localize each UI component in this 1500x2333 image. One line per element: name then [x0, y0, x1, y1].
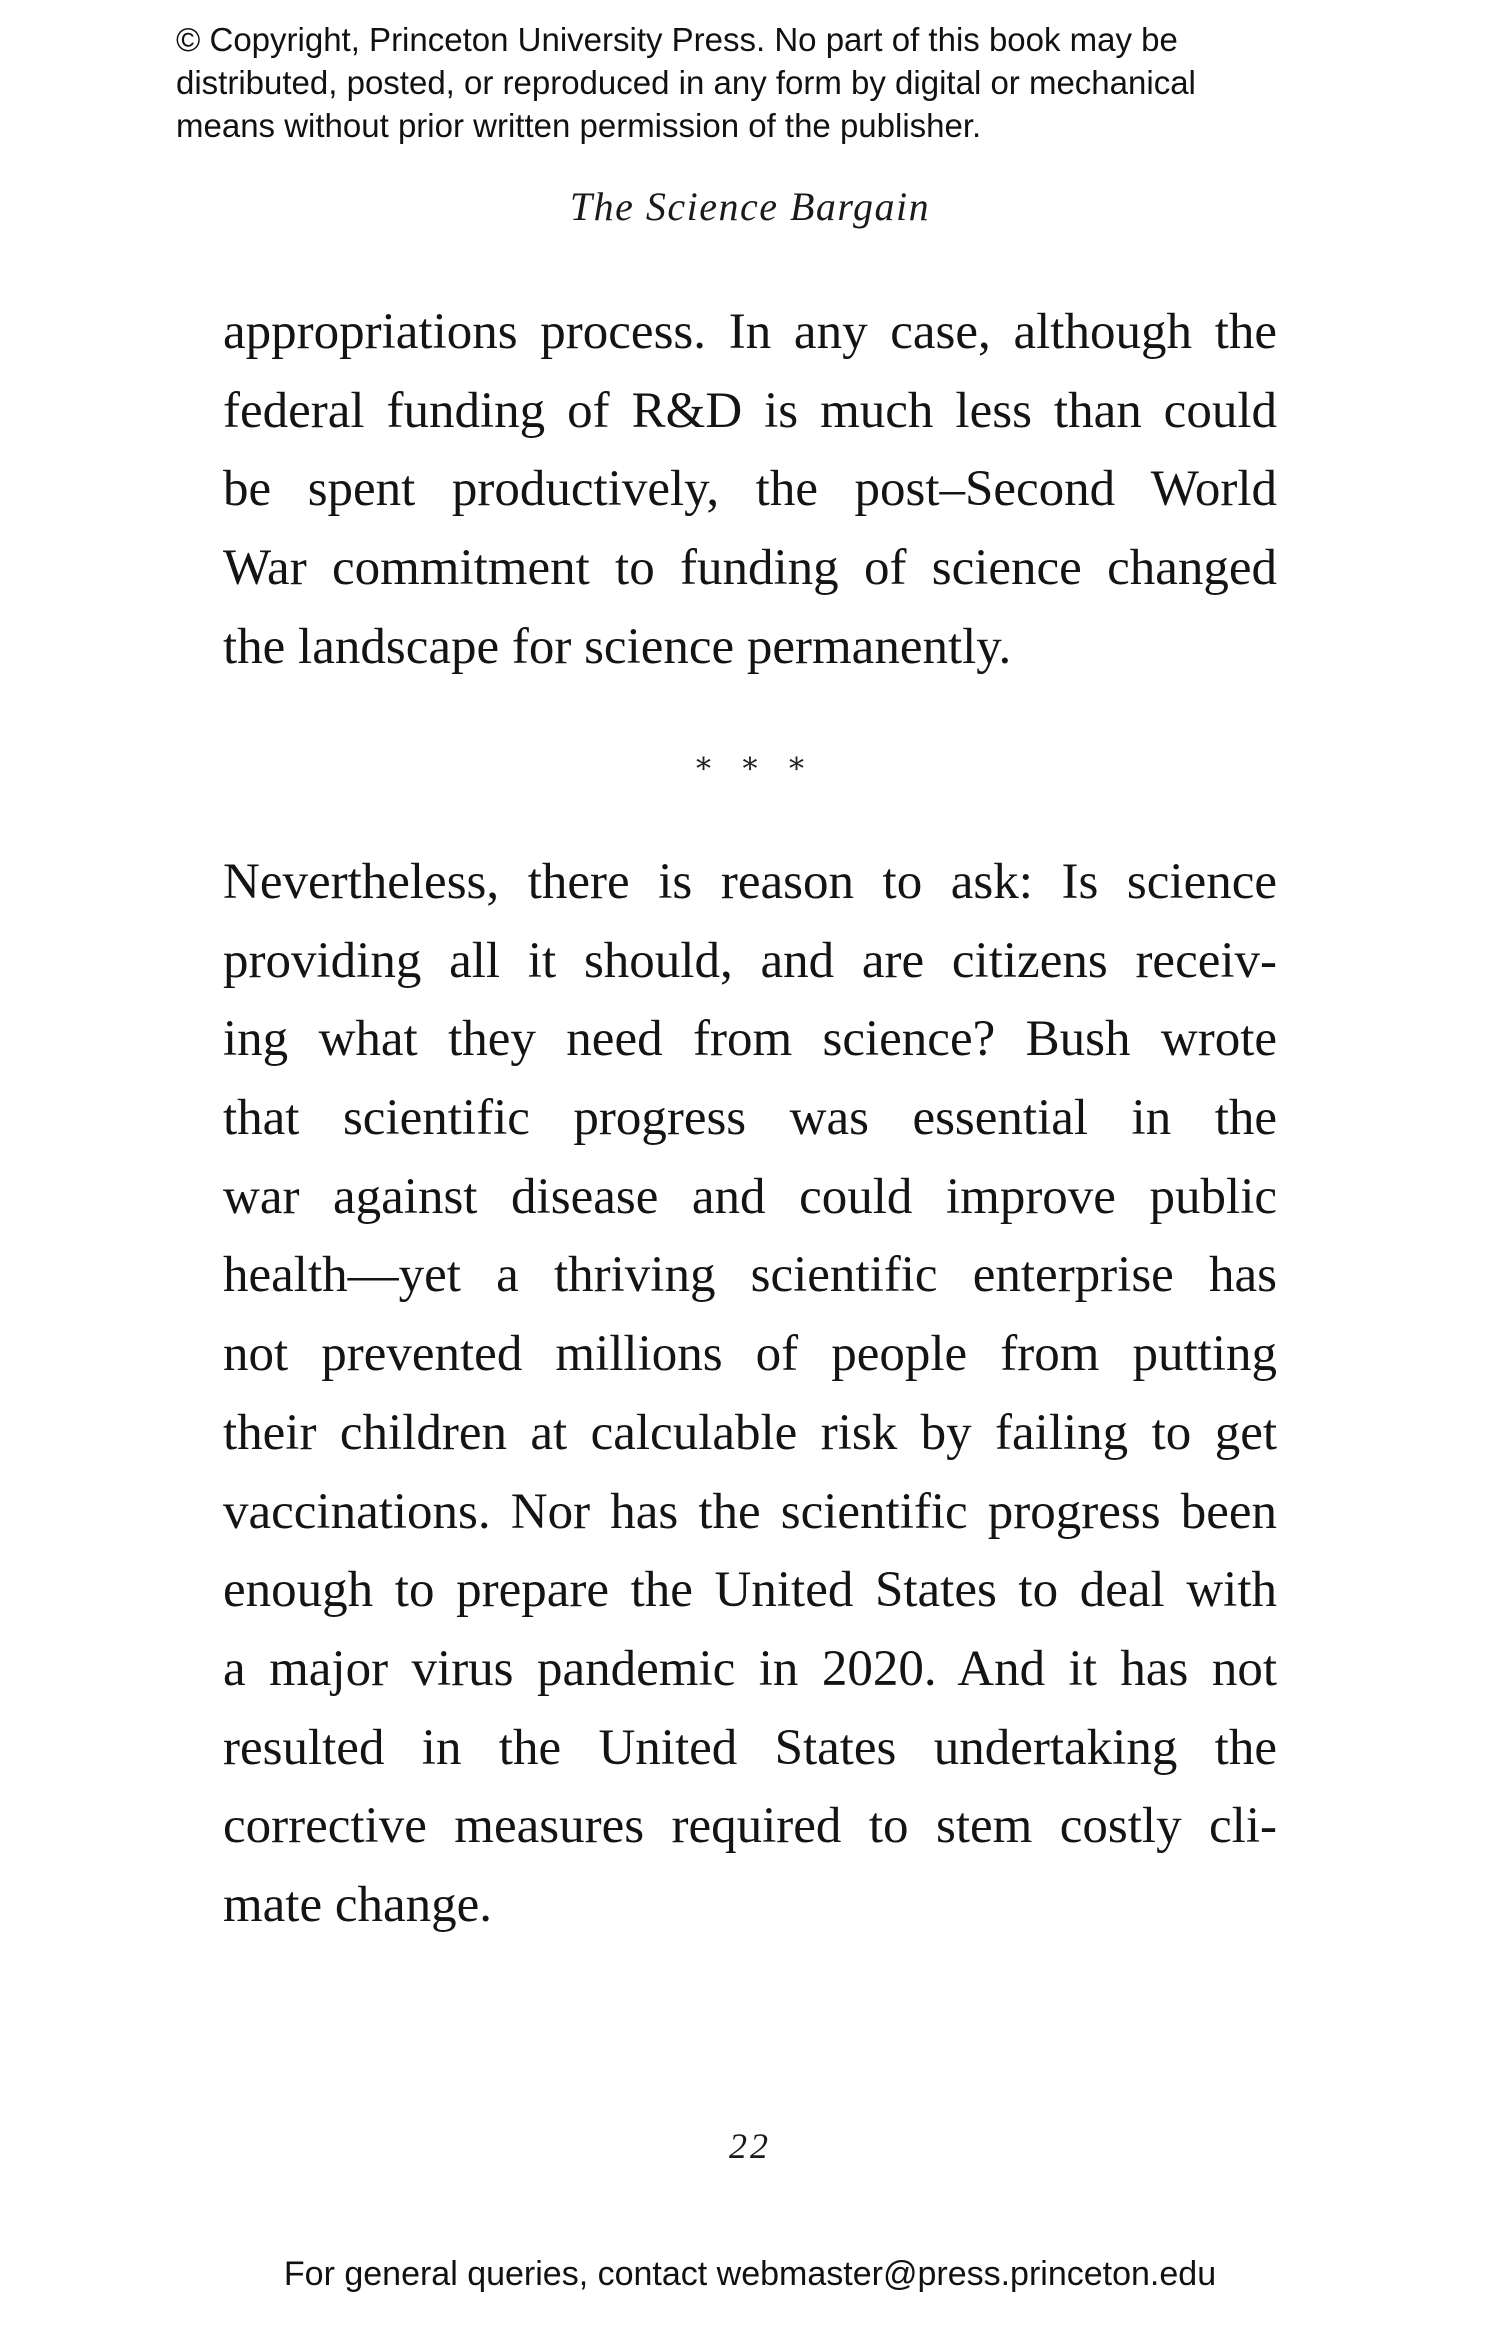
copyright-line: distributed, posted, or reproduced in any form by digital or mechanical	[176, 64, 1196, 101]
text-line: Nevertheless, there is reason to ask: Is science	[223, 854, 1277, 910]
copyright-line: means without prior written permission of the publisher.	[176, 107, 982, 144]
section-break-asterisks: * * *	[695, 752, 805, 787]
text-line: federal funding of R&D is much less than could	[223, 382, 1277, 439]
copyright-line: © Copyright, Princeton University Press. No part of this book may be	[176, 21, 1178, 58]
text-line: war against disease and could improve public	[223, 1168, 1277, 1225]
text-line: that scientific progress was essential in the	[223, 1090, 1277, 1147]
text-line: ing what they need from science? Bush wrote	[223, 1011, 1277, 1068]
text-line: health—yet a thriving scientific enterprise has	[223, 1247, 1277, 1304]
footer-contact: For general queries, contact webmaster@press.princeton.edu	[283, 2255, 1217, 2293]
text-line: War commitment to funding of science changed	[223, 540, 1277, 597]
text-line: their children at calculable risk by failing to get	[223, 1404, 1277, 1461]
paragraph-2	[223, 843, 1277, 1945]
text-line: a major virus pandemic in 2020. And it has not	[223, 1640, 1277, 1697]
text-line: resulted in the United States undertaking the	[223, 1719, 1277, 1776]
page-number: 22	[729, 2126, 771, 2166]
copyright-notice	[176, 18, 1376, 147]
text-line: providing all it should, and are citizens receiv-	[223, 932, 1277, 989]
text-line: corrective measures required to stem costly cli-	[223, 1798, 1277, 1855]
paragraph-1	[223, 293, 1277, 686]
text-line: appropriations process. In any case, although the	[223, 304, 1277, 360]
text-line: be spent productively, the post–Second World	[223, 461, 1277, 518]
text-line: mate change.	[223, 1876, 493, 1933]
text-line: not prevented millions of people from putting	[223, 1326, 1277, 1383]
text-line: enough to prepare the United States to deal with	[223, 1562, 1277, 1619]
running-head: The Science Bargain	[569, 184, 931, 229]
text-line: vaccinations. Nor has the scientific progress been	[223, 1483, 1277, 1540]
text-line: the landscape for science permanently.	[223, 618, 1012, 675]
